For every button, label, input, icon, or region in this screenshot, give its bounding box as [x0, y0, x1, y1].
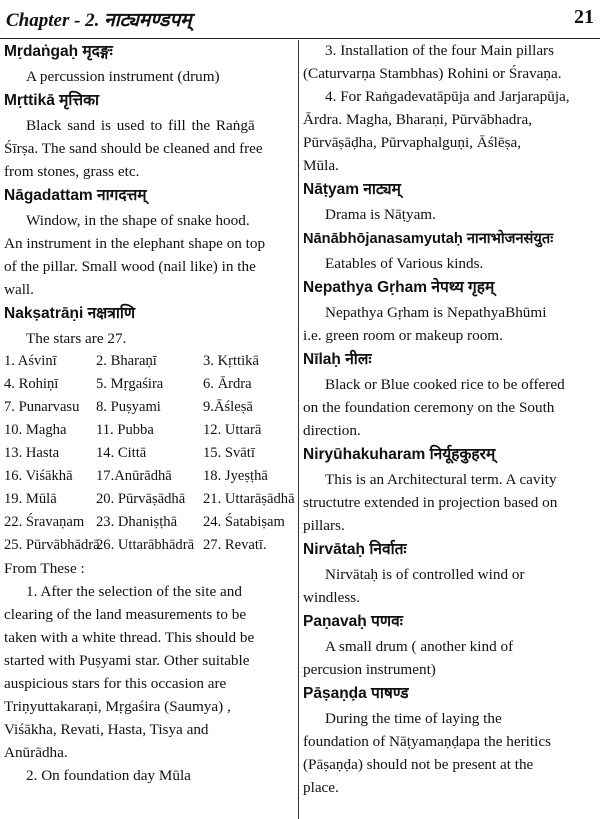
star-name: 26. Uttarābhādrā — [96, 537, 195, 553]
text-line: During the time of laying the — [325, 710, 502, 727]
entry-term: Nāṭyam नाट्यम् — [303, 181, 401, 198]
entry-definition — [303, 707, 596, 799]
star-row — [4, 488, 294, 511]
entry-definition — [303, 301, 596, 347]
text-line: of the pillar. Small wood (nail like) in the — [4, 258, 256, 275]
entry-term: Paṇavaḥ पणवः — [303, 613, 403, 630]
entry-term: Nānābhōjanasamyutaḥ नानाभोजनसंयुतः — [303, 231, 554, 247]
text-line: A small drum ( another kind of — [325, 638, 514, 655]
text-line: foundation of Nāṭyamaṇḍapa the heritics — [303, 733, 551, 750]
left-column — [4, 39, 294, 787]
stars-list — [4, 350, 294, 557]
star-name: 22. Śravaṇam — [4, 514, 85, 530]
entry-definition: Eatables of Various kinds. — [325, 255, 484, 272]
text-line: Nirvātaḥ is of controlled wind or — [325, 566, 525, 583]
text-line: Triṇyuttakaraṇi, Mṛgaśira (Saumya) , — [4, 698, 231, 715]
entry-term: Nirvātaḥ निर्वातः — [303, 541, 407, 558]
entry-term: Niryūhakuharam निर्यूहकुहरम् — [303, 446, 496, 463]
star-row — [4, 419, 294, 442]
text-line: An instrument in the elephant shape on top — [4, 235, 266, 252]
from-these-label: From These : — [4, 560, 85, 577]
star-name: 14. Cittā — [96, 445, 147, 461]
column-divider — [298, 40, 299, 819]
page-header — [0, 0, 600, 39]
text-line: This is an Architectural term. A cavity — [325, 471, 557, 488]
text-line: Śīrṣa. The sand should be cleaned and free — [4, 140, 263, 157]
star-name: 11. Pubba — [96, 422, 154, 438]
text-line: place. — [303, 779, 339, 796]
paragraph — [303, 85, 596, 177]
star-name: 24. Śatabiṣam — [203, 514, 285, 530]
entry-definition — [303, 373, 596, 442]
text-line: Viśākha, Revati, Hasta, Tisya and — [4, 721, 209, 738]
entry-definition: Drama is Nāṭyam. — [325, 206, 436, 223]
entry-definition — [303, 563, 596, 609]
text-line: clearing of the land measurements to be — [4, 606, 247, 623]
paragraph — [4, 580, 294, 764]
text-line: Black or Blue cooked rice to be offered — [325, 376, 565, 393]
star-name: 17.Anūrādhā — [96, 468, 172, 484]
text-line: 1. After the selection of the site and — [26, 583, 242, 600]
entry-definition — [4, 114, 294, 183]
text-line: direction. — [303, 422, 361, 439]
star-name: 25. Pūrvābhādrā — [4, 537, 100, 553]
text-line: Pūrvāṣāḍha, Pūrvaphalguṇi, Āślēṣa, — [303, 134, 522, 151]
entry-definition — [303, 468, 596, 537]
star-name: 2. Bharaṇī — [96, 353, 157, 369]
text-line: structutre extended in projection based on — [303, 494, 558, 511]
page-number: 21 — [574, 6, 594, 28]
text-line: from stones, grass etc. — [4, 163, 140, 180]
entry-term: Mṛttikā मृत्तिका — [4, 92, 100, 109]
star-name: 1. Aśvinī — [4, 353, 57, 369]
text-line: Ārdra. Magha, Bharaṇi, Pūrvābhadra, — [303, 111, 532, 128]
text-line: 3. Installation of the four Main pillars — [325, 42, 555, 59]
star-row — [4, 511, 294, 534]
paragraph: 2. On foundation day Mūla — [26, 767, 191, 784]
text-line: percusion instrument) — [303, 661, 436, 678]
text-line: (Caturvarṇa Stambhas) Rohini or Śravaṇa. — [303, 65, 562, 82]
text-line: on the foundation ceremony on the South — [303, 399, 555, 416]
entry-definition: A percussion instrument (drum) — [26, 68, 220, 85]
star-name: 16. Viśākhā — [4, 468, 73, 484]
star-name: 18. Jyeṣṭhā — [203, 468, 268, 484]
chapter-title: Chapter - 2. नाट्यमण्डपम् — [6, 10, 192, 31]
text-line: Black sand is used to fill the Raṅgā — [26, 117, 255, 134]
star-name: 7. Punarvasu — [4, 399, 80, 415]
star-name: 9.Āśleṣā — [203, 399, 253, 415]
star-name: 4. Rohiṇī — [4, 376, 59, 392]
text-line: Nepathya Gṛham is NepathyaBhūmi — [325, 304, 547, 321]
star-row — [4, 465, 294, 488]
right-column — [303, 39, 596, 799]
star-name: 5. Mṛgaśira — [96, 376, 164, 392]
star-name: 21. Uttarāṣādhā — [203, 491, 295, 507]
text-line: pillars. — [303, 517, 345, 534]
star-name: 6. Ārdra — [203, 376, 252, 392]
text-line: wall. — [4, 281, 34, 298]
star-name: 13. Hasta — [4, 445, 60, 461]
text-line: (Pāṣaṇḍa) should not be present at the — [303, 756, 534, 773]
star-name: 15. Svātī — [203, 445, 255, 461]
star-row — [4, 442, 294, 465]
text-line: started with Puṣyami star. Other suitable — [4, 652, 250, 669]
entry-term: Nakṣatrāṇi नक्षत्राणि — [4, 305, 136, 322]
text-line: Mūla. — [303, 157, 339, 174]
text-line: windless. — [303, 589, 360, 606]
star-row — [4, 350, 294, 373]
paragraph — [303, 39, 596, 85]
stars-intro: The stars are 27. — [26, 330, 127, 347]
star-name: 10. Magha — [4, 422, 67, 438]
entry-definition — [303, 635, 596, 681]
star-name: 27. Revatī. — [203, 537, 267, 553]
entry-term: Nīlaḥ नीलः — [303, 351, 372, 368]
entry-term: Nepathya Gṛham नेपथ्य गृहम् — [303, 279, 495, 296]
star-name: 19. Mūlā — [4, 491, 57, 507]
entry-term: Mṛdaṅgaḥ मृदङ्गः — [4, 43, 113, 60]
text-line: 4. For Raṅgadevatāpūja and Jarjarapūja, — [325, 88, 570, 105]
star-row — [4, 534, 294, 557]
text-line: Anūrādha. — [4, 744, 68, 761]
star-row — [4, 396, 294, 419]
star-name: 8. Puṣyami — [96, 399, 161, 415]
text-line: Window, in the shape of snake hood. — [26, 212, 250, 229]
star-name: 20. Pūrvāṣādhā — [96, 491, 186, 507]
text-line: taken with a white thread. This should be — [4, 629, 255, 646]
star-name: 23. Dhaniṣṭhā — [96, 514, 178, 530]
entry-term: Nāgadattam नागदत्तम् — [4, 187, 147, 204]
text-line: auspicious stars for this occasion are — [4, 675, 227, 692]
star-row — [4, 373, 294, 396]
star-name: 12. Uttarā — [203, 422, 262, 438]
text-line: i.e. green room or makeup room. — [303, 327, 503, 344]
entry-term: Pāṣaṇḍa पाषण्ड — [303, 685, 409, 702]
entry-definition — [4, 209, 294, 301]
star-name: 3. Kṛttikā — [203, 353, 259, 369]
